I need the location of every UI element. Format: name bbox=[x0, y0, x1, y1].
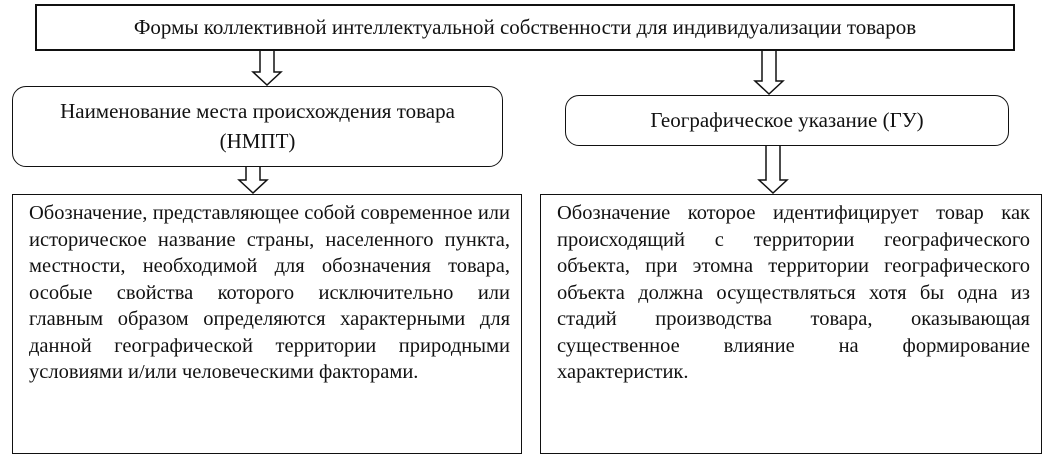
nmpt-box bbox=[12, 86, 503, 167]
down-arrow-icon bbox=[752, 51, 786, 96]
gu-description-box bbox=[540, 194, 1042, 454]
gu-box bbox=[565, 95, 1009, 146]
nmpt-title: Наименование места происхождения товара (НМПТ) bbox=[60, 99, 455, 153]
nmpt-description: Обозначение, представляющее собой современное или историческое название страны, населенного пункта, местности, необходимой для обозначения товара, особые свойства которого исключительно или главным образом определяются характерными для данной географической территории природными условиями и/или человеческими факторами. bbox=[29, 202, 510, 383]
nmpt-description-box bbox=[12, 194, 522, 454]
down-arrow-icon bbox=[250, 51, 284, 87]
gu-description: Обозначение которое идентифицирует товар как происходящий с территории географического объекта, при этомна территории географического объекта должна осуществляться хотя бы одна из стадий производства товара, оказывающая существенное влияние на формирование характеристик. bbox=[557, 202, 1030, 383]
gu-title: Географическое указание (ГУ) bbox=[650, 107, 924, 132]
down-arrow-icon bbox=[756, 146, 790, 195]
down-arrow-icon bbox=[236, 167, 270, 195]
header-text: Формы коллективной интеллектуальной собственности для индивидуализации товаров bbox=[133, 15, 917, 39]
diagram-header bbox=[35, 4, 1015, 51]
